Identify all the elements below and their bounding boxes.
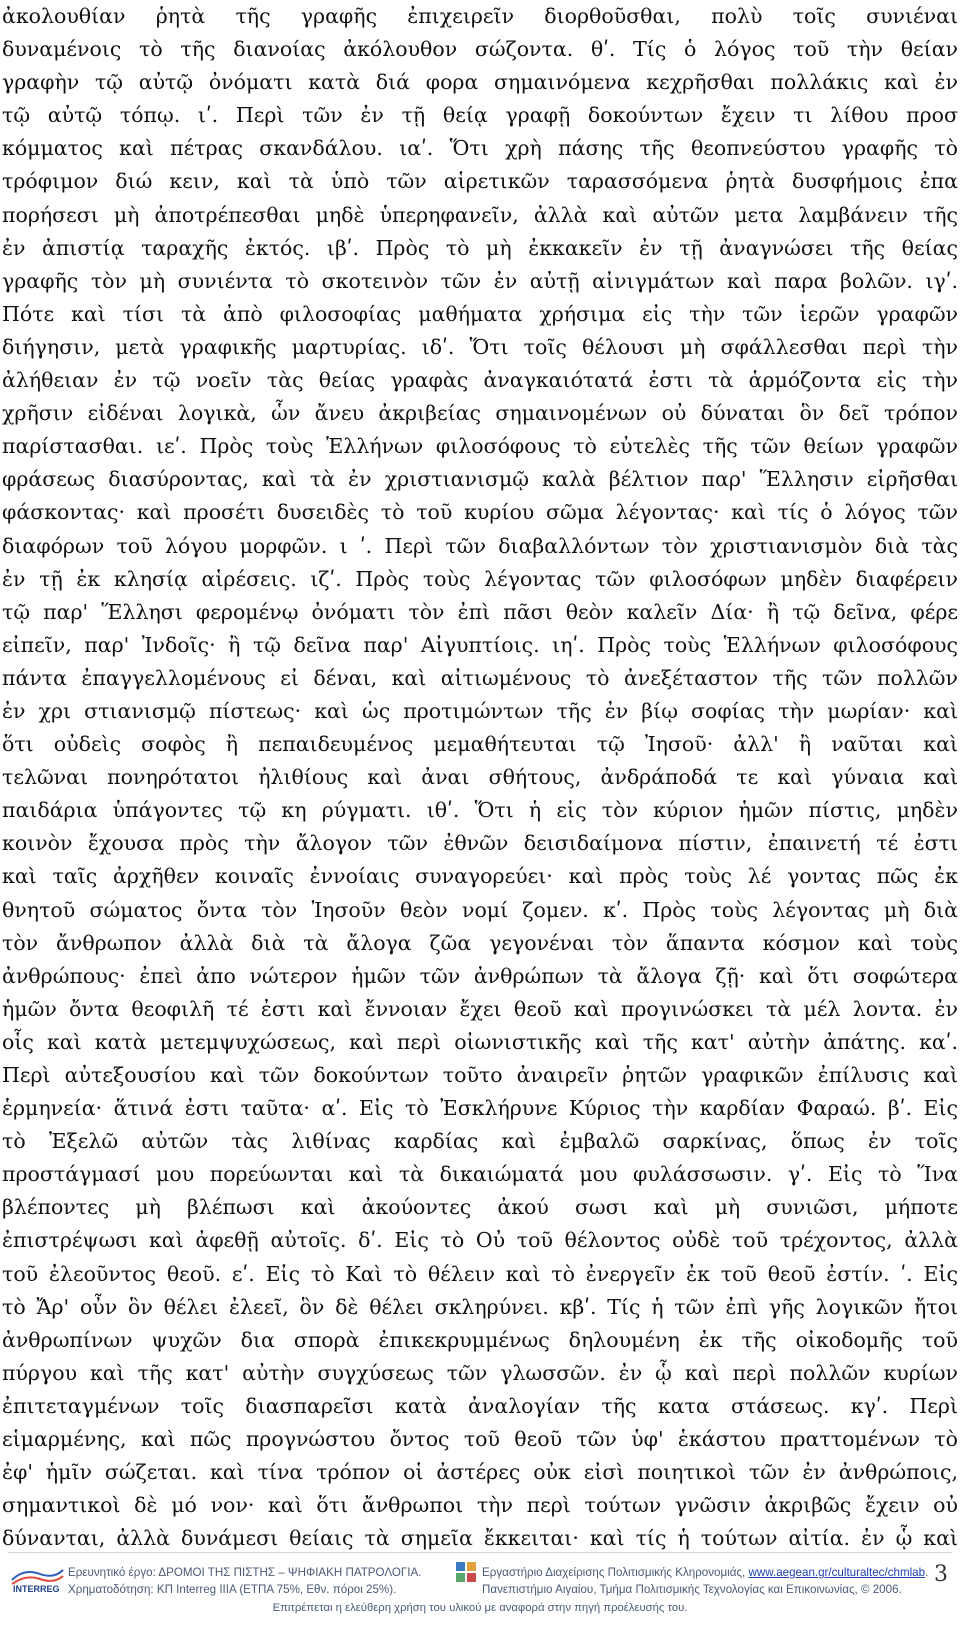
text-line: δύνανται, ἀλλὰ δυνάμεσι θείαις τὰ σημεῖα ἔκκειται· καὶ τίς ἡ τούτων αἰτία. ἐν ᾧ καὶ bbox=[2, 1526, 958, 1550]
text-line: κόμματος καὶ πέτρας σκανδάλου. ιαʹ. Ὅτι χρὴ πάσης τῆς θεοπνεύστου γραφῆς τὸ bbox=[2, 136, 958, 161]
text-line: διήγησιν, μετὰ γραφικῆς μαρτυρίας. ιδʹ. Ὅτι τοῖς θέλουσι μὴ σφάλλεσθαι περὶ τὴν bbox=[2, 334, 958, 359]
text-line: ἐπιστρέψωσι καὶ ἀφεθῇ αὐτοῖς. δʹ. Εἰς τὸ Οὐ τοῦ θέλοντος οὐδὲ τοῦ τρέχοντος, ἀλλὰ bbox=[2, 1228, 958, 1253]
lab-line bbox=[482, 1564, 928, 1581]
text-line: εἰπεῖν, παρ' Ἰνδοῖς· ἢ τῷ δεῖνα παρ' Αἰγυπτίοις. ιηʹ. Πρὸς τοὺς Ἑλλήνων φιλοσόφους bbox=[2, 632, 958, 657]
usage-notice: Επιτρέπεται η ελεύθερη χρήση του υλικού με αναφορά στην πηγή προέλευσής του. bbox=[272, 1602, 688, 1614]
text-line: παιδάρια ὑπάγοντες τῷ κη ρύγματι. ιθʹ. Ὅτι ἡ εἰς τὸν κύριον ἡμῶν πίστις, μηδὲν bbox=[2, 798, 958, 823]
page-footer bbox=[0, 1552, 960, 1651]
text-line: χρῆσιν εἰδέναι λογικὰ, ὧν ἄνευ ἀκριβείας σημαινομένων οὐ δύναται ὃν δεῖ τρόπον bbox=[2, 401, 958, 426]
text-line: γραφὴν τῷ αὐτῷ ὀνόματι κατὰ διά φορα σημαινόμενα κεχρῆσθαι πολλάκις καὶ ἐν bbox=[2, 70, 958, 95]
project-line: Ερευνητικό έργο: ΔΡΟΜΟΙ ΤΗΣ ΠΙΣΤΗΣ – ΨΗΦΙΑΚΗ ΠΑΤΡΟΛΟΓΙΑ. bbox=[68, 1566, 422, 1579]
lab-credits bbox=[482, 1564, 928, 1598]
text-line: ἀνθρώπους· ἐπεὶ ἀπο νώτερον ἡμῶν τῶν ἀνθρώπων τὰ ἄλογα ζῇ· καὶ ὅτι σοφώτερα bbox=[2, 963, 958, 988]
text-line: ἐφ' ἡμῖν σώζεται. καὶ τίνα τρόπον οἱ ἀστέρες οὐκ εἰσὶ ποιητικοὶ τῶν ἐν ἀνθρώποις, bbox=[2, 1460, 958, 1485]
text-line: ἐν τῇ ἐκ κλησίᾳ αἱρέσεις. ιζʹ. Πρὸς τοὺς λέγοντας τῶν φιλοσόφων μηδὲν διαφέρειν bbox=[2, 566, 958, 591]
text-line: πάντα ἐπαγγελλομένους εἰ δέναι, καὶ αἰτιωμένους τὸ ἀνεξέταστον τῆς τῶν πολλῶν bbox=[2, 665, 958, 690]
text-line: ἐπιτεταγμένων τοῖς διασπαρεῖσι κατὰ ἀναλογίαν τῆς κατα στάσεως. κγʹ. Περὶ bbox=[2, 1393, 958, 1418]
funding-credits bbox=[68, 1564, 421, 1598]
text-line: ἡμῶν ὄντα θεοφιλῆ τέ ἐστι καὶ ἔννοιαν ἔχει θεοῦ καὶ προγινώσκει τὰ μέλ λοντα. ἐν bbox=[2, 996, 958, 1021]
text-line: προστάγμασί μου πορεύωνται καὶ τὰ δικαιώματά μου φυλάσσωσιν. γʹ. Εἰς τὸ Ἵνα bbox=[2, 1162, 958, 1187]
page-body-text bbox=[2, 0, 958, 1550]
lab-name: Εργαστήριο Διαχείρισης Πολιτισμικής Κληρονομιάς, bbox=[482, 1566, 749, 1579]
lab-logo-icon bbox=[456, 1562, 476, 1582]
text-line: ἐν ἀπιστίᾳ ταραχῆς ἐκτός. ιβʹ. Πρὸς τὸ μὴ ἐκκακεῖν ἐν τῇ ἀναγνώσει τῆς θείας bbox=[2, 235, 958, 260]
text-line: τῷ αὐτῷ τόπῳ. ιʹ. Περὶ τῶν ἐν τῇ θείᾳ γραφῇ δοκούντων ἔχειν τι λίθου προσ bbox=[2, 103, 958, 128]
text-line: γραφῆς τὸν μὴ συνιέντα τὸ σκοτεινὸν τῶν ἐν αὐτῇ αἰνιγμάτων καὶ παρα βολῶν. ιγʹ. bbox=[2, 268, 958, 293]
text-line: φράσεως διασύροντας, καὶ τὰ ἐν χριστιανισμῷ καλὰ βέλτιον παρ' Ἕλλησιν εἰρῆσθαι bbox=[2, 467, 958, 492]
text-line: εἱμαρμένης, καὶ πῶς προγνώστου ὄντος τοῦ θεοῦ τῶν ὑφ' ἑκάστου πραττομένων τὸ bbox=[2, 1427, 958, 1452]
text-line: πορήσεσι μὴ ἀποτρέπεσθαι μηδὲ ὑπερηφανεῖν, ἀλλὰ καὶ αὐτῶν μετα λαμβάνειν τῆς bbox=[2, 202, 958, 227]
text-line: πύργου καὶ τῆς κατ' αὐτὴν συγχύσεως τῶν γλωσσῶν. ἐν ᾧ καὶ περὶ πολλῶν κυρίων bbox=[2, 1360, 958, 1385]
text-line: τοῦ ἐλεοῦντος θεοῦ. εʹ. Εἰς τὸ Καὶ τὸ θέλειν καὶ τὸ ἐνεργεῖν ἐκ τοῦ θεοῦ ἐστίν. ʹ. Εἰς bbox=[2, 1261, 958, 1286]
text-line: ἑρμηνεία· ἅτινά ἐστι ταῦτα· αʹ. Εἰς τὸ Ἐσκλήρυνε Κύριος τὴν καρδίαν Φαραώ. βʹ. Εἰς bbox=[2, 1096, 958, 1121]
text-line: ἀλήθειαν ἐν τῷ νοεῖν τὰς θείας γραφὰς ἀναγκαιότατά ἐστι τὰ ἁρμόζοντα εἰς τὴν bbox=[2, 368, 958, 393]
text-line: Πότε καὶ τίσι τὰ ἀπὸ φιλοσοφίας μαθήματα χρήσιμα εἰς τὴν τῶν ἱερῶν γραφῶν bbox=[2, 301, 958, 326]
text-line: παρίστασθαι. ιεʹ. Πρὸς τοὺς Ἑλλήνων φιλοσόφους τὸ εὐτελὲς τῆς τῶν θείων γραφῶν bbox=[2, 434, 958, 459]
text-line: δυναμένοις τὸ τῆς διανοίας ἀκόλουθον σώζοντα. θʹ. Τίς ὁ λόγος τοῦ τὴν θείαν bbox=[2, 37, 958, 62]
university-line: Πανεπιστήμιο Αιγαίου, Τμήμα Πολιτισμικής Τεχνολογίας και Επικοινωνίας, © 2006. bbox=[482, 1583, 902, 1596]
text-line: καὶ ταῖς ἀρχῆθεν κοιναῖς ἐννοίαις συναγορεύει· καὶ πρὸς τοὺς λέ γοντας πῶς ἐκ bbox=[2, 864, 958, 889]
svg-text:INTERREG: INTERREG bbox=[13, 1584, 60, 1594]
text-line: οἷς καὶ κατὰ μετεμψυχώσεως, καὶ περὶ οἰωνιστικῆς καὶ τῆς κατ' αὐτὴν ἀπάτης. καʹ. bbox=[2, 1029, 958, 1054]
text-line: τῷ παρ' Ἕλλησι φερομένῳ ὀνόματι τὸν ἐπὶ πᾶσι θεὸν καλεῖν Δία· ἢ τῷ δεῖνα, φέρε bbox=[2, 599, 958, 624]
footer-divider bbox=[8, 1552, 952, 1553]
text-line: σημαντικοὶ δὲ μό νον· καὶ ὅτι ἄνθρωποι τὴν περὶ τούτων γνῶσιν ἀκριβῶς ἔχειν οὐ bbox=[2, 1493, 958, 1518]
text-line: κοινὸν ἔχουσα πρὸς τὴν ἄλογον τῶν ἐθνῶν δεισιδαίμονα πίστιν, ἐπαινετή τέ ἐστι bbox=[2, 831, 958, 856]
interreg-logo bbox=[10, 1564, 65, 1594]
text-line: τὸ Ἄρ' οὖν ὃν θέλει ἐλεεῖ, ὃν δὲ θέλει σκληρύνει. κβʹ. Τίς ἡ τῶν ἐπὶ γῆς λογικῶν ἤτοι bbox=[2, 1294, 958, 1319]
text-line: θνητοῦ σώματος ὄντα τὸν Ἰησοῦν θεὸν νομί ζομεν. κʹ. Πρὸς τοὺς λέγοντας μὴ διὰ bbox=[2, 897, 958, 922]
text-line: φάσκοντας· καὶ προσέτι δυσειδὲς τὸ τοῦ κυρίου σῶμα λέγοντας· καὶ τίς ὁ λόγος τῶν bbox=[2, 500, 958, 525]
text-line: ἀκολουθίαν ῥητὰ τῆς γραφῆς ἐπιχειρεῖν διορθοῦσθαι, πολὺ τοῖς συνιέναι bbox=[2, 4, 958, 28]
text-line: τρόφιμον διώ κειν, καὶ τὰ ὑπὸ τῶν αἱρετικῶν ταρασσόμενα ῥητὰ δυσφήμοις ἐπα bbox=[2, 169, 958, 194]
text-line: διαφόρων τοῦ λόγου μορφῶν. ι ʹ. Περὶ τῶν διαβαλλόντων τὸν χριστιανισμὸν διὰ τὰς bbox=[2, 533, 958, 558]
text-line: Περὶ αὐτεξουσίου καὶ τῶν δοκούντων τοῦτο ἀναιρεῖν ῥητῶν γραφικῶν ἐπίλυσις καὶ bbox=[2, 1063, 958, 1087]
text-line: τελῶναι πονηρότατοι ἠλιθίους καὶ ἀναι σθήτους, ἀνδράποδά τε καὶ γύναια καὶ bbox=[2, 765, 958, 790]
funding-line: Χρηματοδότηση: ΚΠ Interreg IIIA (ΕΤΠΑ 75%, Εθν. πόροι 25%). bbox=[68, 1583, 397, 1596]
lab-website-link[interactable]: www.aegean.gr/culturaltec/chmlab bbox=[748, 1566, 926, 1579]
page-number: 3 bbox=[934, 1562, 948, 1587]
text-line: βλέποντες μὴ βλέπωσι καὶ ἀκούοντες ἀκού σωσι καὶ μὴ συνιῶσι, μήποτε bbox=[2, 1195, 958, 1220]
lab-line-period: . bbox=[925, 1566, 929, 1579]
text-line: τὸ Ἐξελῶ αὐτῶν τὰς λιθίνας καρδίας καὶ ἐμβαλῶ σαρκίνας, ὅπως ἐν τοῖς bbox=[2, 1129, 958, 1154]
text-line: ὅτι οὐδεὶς σοφὸς ἢ πεπαιδευμένος μεμαθήτευται τῷ Ἰησοῦ· ἀλλ' ἢ ναῦται καὶ bbox=[2, 732, 958, 757]
text-line: ἐν χρι στιανισμῷ πίστεως· καὶ ὡς προτιμώντων τῆς ἐν βίῳ σοφίας τὴν μωρίαν· καὶ bbox=[2, 698, 958, 723]
text-line: τὸν ἄνθρωπον ἀλλὰ διὰ τὰ ἄλογα ζῶα γεγονέναι τὸν ἅπαντα κόσμον καὶ τοὺς bbox=[2, 930, 958, 955]
text-line: ἀνθρωπίνων ψυχῶν δια σπορὰ ἐπικεκρυμμένως δηλουμένη ἐκ τῆς οἰκοδομῆς τοῦ bbox=[2, 1327, 958, 1352]
